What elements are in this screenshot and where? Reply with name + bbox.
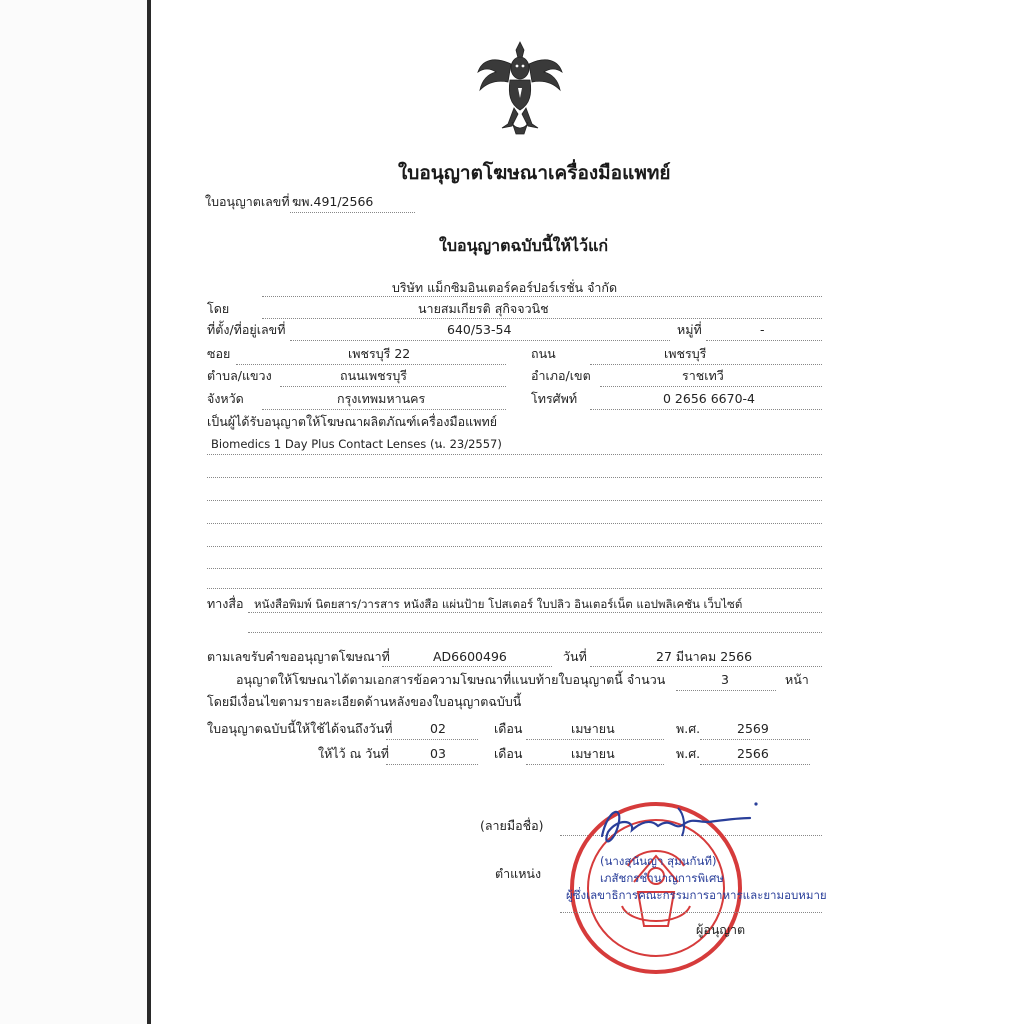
document-title: ใบอนุญาตโฆษณาเครื่องมือแพทย์	[398, 162, 671, 184]
province-value: กรุงเทพมหานคร	[337, 391, 426, 406]
address-label: ที่ตั้ง/ที่อยู่เลขที่	[207, 322, 286, 337]
district-line	[600, 386, 822, 387]
issued-month-label: เดือน	[494, 746, 523, 761]
handwritten-signature	[588, 796, 768, 856]
attach-pages-line	[676, 690, 776, 691]
license-no-value: ฆพ.491/2566	[292, 194, 374, 209]
media-line-2	[248, 632, 822, 633]
phone-value: 0 2656 6670-4	[663, 391, 755, 406]
valid-month-label: เดือน	[494, 721, 523, 736]
by-value: นายสมเกียรติ สุกิจจวนิช	[418, 301, 549, 316]
issued-day-line	[386, 764, 478, 765]
issued-to-heading: ใบอนุญาตฉบับนี้ให้ไว้แก่	[439, 236, 609, 255]
scan-margin	[0, 0, 147, 1024]
issued-day: 03	[430, 746, 446, 761]
moo-value: -	[760, 322, 765, 337]
product-line-7	[207, 588, 822, 589]
media-value: หนังสือพิมพ์ นิตยสาร/วารสาร หนังสือ แผ่นป้าย โปสเตอร์ ใบปลิว อินเตอร์เน็ต แอปพลิเคชัน เว็บไซต์	[254, 597, 743, 611]
moo-line	[706, 340, 822, 341]
garuda-emblem-icon	[474, 38, 566, 138]
issued-year: 2566	[737, 746, 769, 761]
product-name: Biomedics 1 Day Plus Contact Lenses (น. 23/2557)	[211, 437, 502, 451]
province-line	[262, 409, 506, 410]
road-value: เพชรบุรี	[664, 346, 707, 361]
issued-year-label: พ.ศ.	[676, 746, 701, 761]
phone-label: โทรศัพท์	[531, 391, 578, 406]
authority-label: ผู้อนุญาต	[696, 922, 746, 937]
signer-title: เภสัชกรชำนาญการพิเศษ	[600, 871, 724, 885]
subdistrict-value: ถนนเพชรบุรี	[340, 368, 408, 383]
by-line	[262, 318, 822, 319]
address-value: 640/53-54	[447, 322, 512, 337]
license-no-line	[290, 212, 415, 213]
license-no-label: ใบอนุญาตเลขที่	[205, 194, 290, 209]
request-date: 27 มีนาคม 2566	[656, 649, 753, 664]
signer-name: (นางสุนันญา สุมนกันที)	[600, 854, 717, 868]
attach-text: อนุญาตให้โฆษณาได้ตามเอกสารข้อความโฆษณาที่แนบท้ายใบอนุญาตนี้ จำนวน	[236, 672, 666, 687]
soi-value: เพชรบุรี 22	[348, 346, 411, 361]
issued-month-line	[526, 764, 664, 765]
road-label: ถนน	[531, 346, 556, 361]
request-label: ตามเลขรับคำขออนุญาตโฆษณาที่	[207, 649, 390, 664]
valid-label: ใบอนุญาตฉบับนี้ให้ใช้ได้จนถึงวันที่	[207, 721, 393, 736]
issued-year-line	[700, 764, 810, 765]
request-number: AD6600496	[433, 649, 507, 664]
attach-pages: 3	[721, 672, 729, 687]
valid-year-label: พ.ศ.	[676, 721, 701, 736]
company-name: บริษัท แม็กซิมอินเตอร์คอร์ปอร์เรชั่น จำกัด	[392, 280, 618, 295]
media-label: ทางสื่อ	[207, 596, 244, 611]
district-value: ราชเทวี	[682, 368, 724, 383]
product-line-4	[207, 523, 822, 524]
valid-day: 02	[430, 721, 446, 736]
by-label: โดย	[207, 301, 230, 316]
valid-month-line	[526, 739, 664, 740]
soi-line	[236, 364, 506, 365]
soi-label: ซอย	[207, 346, 231, 361]
issued-label: ให้ไว้ ณ วันที่	[318, 746, 389, 761]
road-line	[590, 364, 822, 365]
valid-year-line	[700, 739, 810, 740]
province-label: จังหวัด	[207, 391, 244, 406]
product-line-6	[207, 568, 822, 569]
company-line	[262, 296, 822, 297]
valid-year: 2569	[737, 721, 769, 736]
request-date-label: วันที่	[563, 649, 587, 664]
valid-month: เมษายน	[571, 721, 615, 736]
position-label: ตำแหน่ง	[495, 866, 542, 881]
valid-day-line	[386, 739, 478, 740]
district-label: อำเภอ/เขต	[531, 368, 591, 383]
signer-delegate: ผู้ซึ่งเลขาธิการคณะกรรมการอาหารและยามอบหมาย	[566, 888, 827, 902]
request-number-line	[382, 666, 552, 667]
product-line-2	[207, 477, 822, 478]
product-line-3	[207, 500, 822, 501]
request-date-line	[590, 666, 822, 667]
moo-label: หมู่ที่	[677, 322, 702, 337]
address-line	[290, 340, 670, 341]
product-line-5	[207, 546, 822, 547]
product-line-1	[207, 454, 822, 455]
attach-pages-unit: หน้า	[785, 672, 809, 687]
subdistrict-line	[280, 386, 506, 387]
media-line-1	[248, 612, 822, 613]
sign-label: (ลายมือชื่อ)	[480, 818, 544, 833]
phone-line	[590, 409, 822, 410]
subdistrict-label: ตำบล/แขวง	[207, 368, 272, 383]
product-intro: เป็นผู้ได้รับอนุญาตให้โฆษณาผลิตภัณฑ์เครื่องมือแพทย์	[207, 414, 498, 429]
position-line	[560, 912, 822, 913]
conditions-text: โดยมีเงื่อนไขตามรายละเอียดด้านหลังของใบอนุญาตฉบับนี้	[207, 694, 522, 709]
issued-month: เมษายน	[571, 746, 615, 761]
